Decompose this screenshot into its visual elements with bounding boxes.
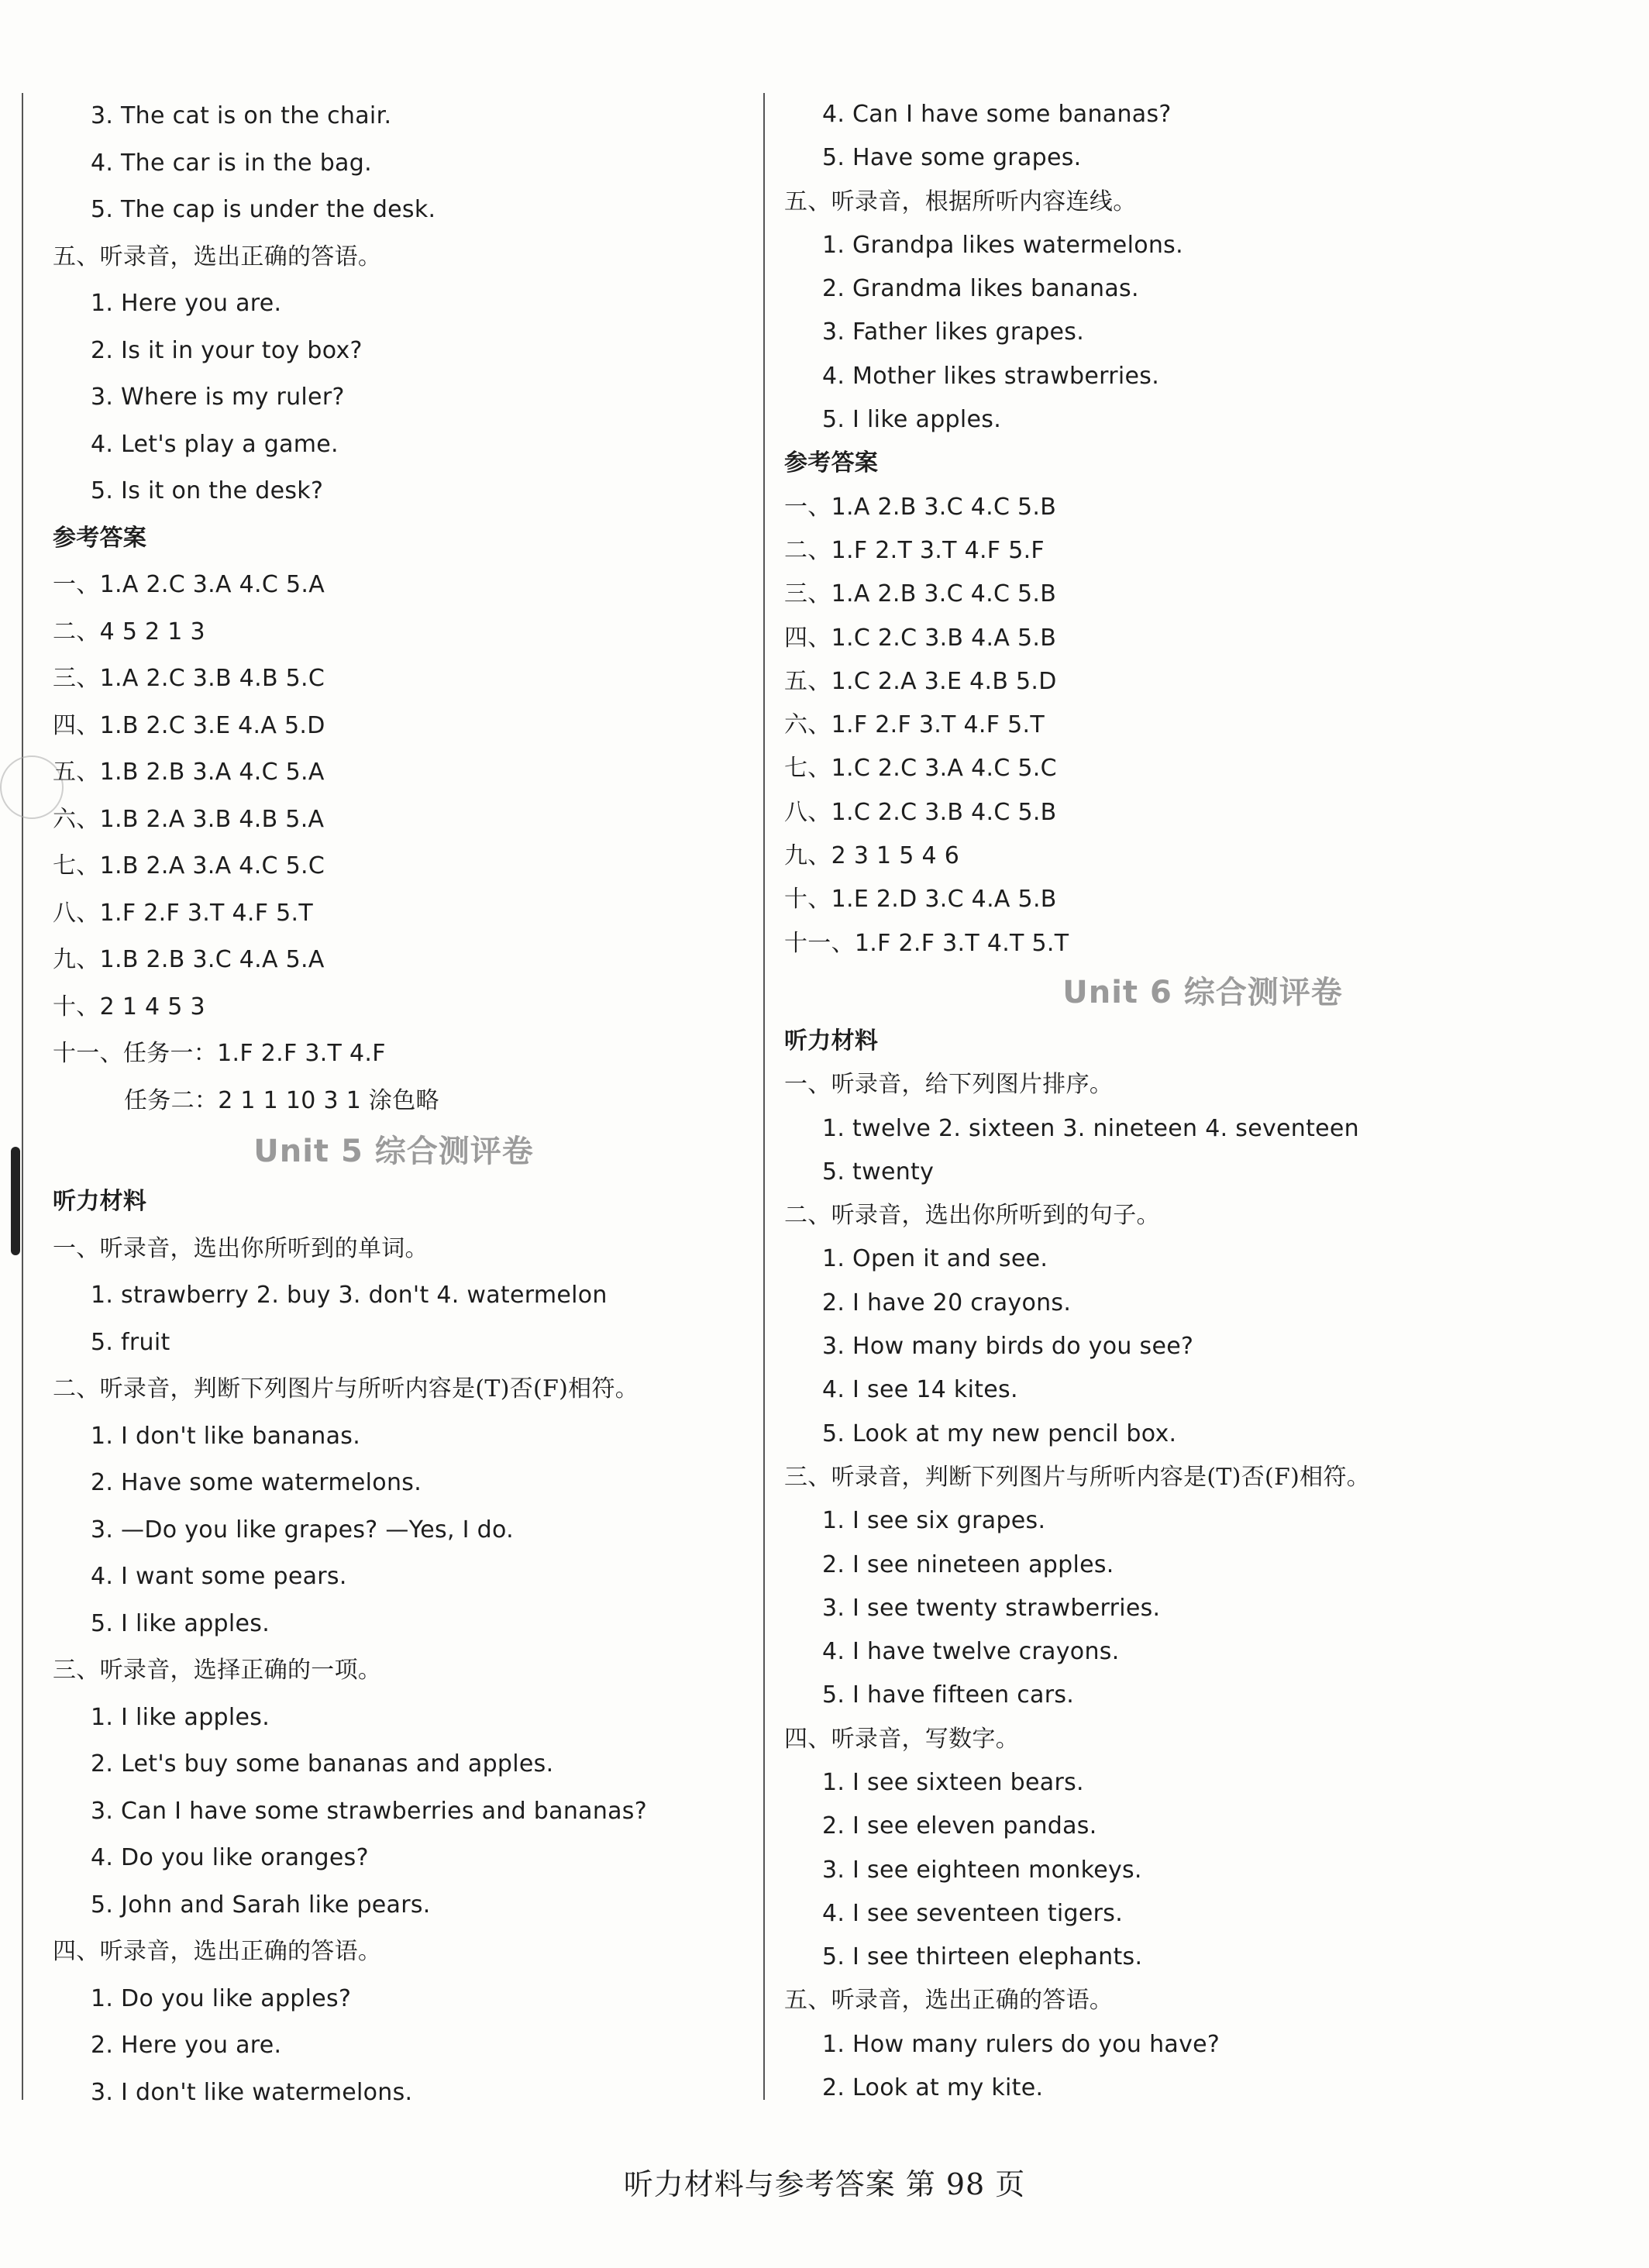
unit-title: Unit 6 综合测评卷 bbox=[1062, 974, 1343, 1010]
listening-item: 4. I see 14 kites. bbox=[822, 1376, 1018, 1404]
listening-item: 5. John and Sarah like pears. bbox=[91, 1891, 431, 1919]
exercise-instruction: 三、听录音，判断下列图片与所听内容是(T)否(F)相符。 bbox=[784, 1463, 1371, 1491]
exercise-instruction: 五、听录音，选出正确的答语。 bbox=[53, 243, 382, 270]
listening-item: 4. I want some pears. bbox=[91, 1563, 347, 1590]
section-heading: 听力材料 bbox=[784, 1027, 879, 1055]
answer-line: 一、1.A 2.B 3.C 4.C 5.B bbox=[784, 493, 1057, 521]
answer-line: 六、1.B 2.A 3.B 4.B 5.A bbox=[53, 805, 325, 833]
listening-item: 1. twelve 2. sixteen 3. nineteen 4. seventeen bbox=[822, 1114, 1359, 1142]
answer-line: 八、1.C 2.C 3.B 4.C 5.B bbox=[784, 798, 1057, 826]
answer-line: 十一、任务一：1.F 2.F 3.T 4.F bbox=[53, 1040, 386, 1067]
listening-item: 5. I like apples. bbox=[91, 1609, 270, 1637]
listening-item: 3. I see eighteen monkeys. bbox=[822, 1856, 1142, 1884]
answer-line: 五、1.C 2.A 3.E 4.B 5.D bbox=[784, 667, 1057, 695]
listening-item: 2. I see nineteen apples. bbox=[822, 1550, 1114, 1578]
exercise-instruction: 二、听录音，判断下列图片与所听内容是(T)否(F)相符。 bbox=[53, 1375, 639, 1402]
listening-item: 3. Can I have some strawberries and bananas? bbox=[91, 1797, 647, 1825]
listening-item: 4. Let's play a game. bbox=[91, 430, 339, 458]
listening-item: 4. Mother likes strawberries. bbox=[822, 362, 1160, 390]
listening-item: 3. I don't like watermelons. bbox=[91, 2078, 413, 2106]
listening-item: 3. Where is my ruler? bbox=[91, 384, 345, 411]
answer-line: 二、1.F 2.T 3.T 4.F 5.F bbox=[784, 536, 1045, 564]
answer-line: 二、4 5 2 1 3 bbox=[53, 618, 205, 645]
listening-item: 2. Let's buy some bananas and apples. bbox=[91, 1750, 554, 1778]
listening-item: 1. Here you are. bbox=[91, 290, 282, 317]
listening-item: 3. The cat is on the chair. bbox=[91, 102, 392, 129]
listening-item: 3. —Do you like grapes? —Yes, I do. bbox=[91, 1516, 514, 1544]
listening-item: 1. Grandpa likes watermelons. bbox=[822, 231, 1183, 259]
listening-item: 3. Father likes grapes. bbox=[822, 318, 1085, 346]
column-divider bbox=[763, 93, 765, 2100]
listening-item: 2. Is it in your toy box? bbox=[91, 336, 363, 364]
left-margin-rule bbox=[22, 93, 23, 2100]
listening-item: 4. I have twelve crayons. bbox=[822, 1638, 1120, 1666]
listening-item: 5. Look at my new pencil box. bbox=[822, 1420, 1177, 1447]
listening-item: 1. I see six grapes. bbox=[822, 1507, 1046, 1535]
answer-line: 三、1.A 2.B 3.C 4.C 5.B bbox=[784, 580, 1057, 608]
answer-line: 五、1.B 2.B 3.A 4.C 5.A bbox=[53, 759, 325, 786]
listening-item: 3. How many birds do you see? bbox=[822, 1333, 1194, 1361]
listening-item: 2. Grandma likes bananas. bbox=[822, 275, 1139, 303]
right-column bbox=[784, 93, 1621, 2110]
section-heading: 参考答案 bbox=[53, 524, 147, 552]
listening-item: 1. I see sixteen bears. bbox=[822, 1768, 1084, 1796]
exercise-instruction: 五、听录音，选出正确的答语。 bbox=[784, 1987, 1114, 2015]
left-column bbox=[53, 93, 750, 2116]
answer-line: 四、1.B 2.C 3.E 4.A 5.D bbox=[53, 711, 325, 739]
listening-item: 1. Do you like apples? bbox=[91, 1984, 352, 2012]
answer-line: 六、1.F 2.F 3.T 4.F 5.T bbox=[784, 711, 1045, 739]
listening-item: 5. I like apples. bbox=[822, 406, 1002, 434]
listening-item: 5. twenty bbox=[822, 1158, 935, 1186]
listening-item: 2. Have some watermelons. bbox=[91, 1469, 422, 1496]
answer-line: 七、1.C 2.C 3.A 4.C 5.C bbox=[784, 755, 1057, 783]
listening-item: 5. I see thirteen elephants. bbox=[822, 1943, 1143, 1971]
answer-line: 九、2 3 1 5 4 6 bbox=[784, 842, 960, 870]
answer-line: 十、1.E 2.D 3.C 4.A 5.B bbox=[784, 886, 1057, 914]
listening-item: 2. Here you are. bbox=[91, 2032, 282, 2059]
listening-item: 2. I have 20 crayons. bbox=[822, 1289, 1072, 1316]
binding-edge-mark bbox=[11, 1147, 20, 1255]
listening-item: 2. I see eleven pandas. bbox=[822, 1812, 1097, 1840]
listening-item: 1. I like apples. bbox=[91, 1703, 270, 1731]
listening-item: 5. fruit bbox=[91, 1328, 170, 1356]
exercise-instruction: 一、听录音，选出你所听到的单词。 bbox=[53, 1234, 429, 1262]
answer-line: 四、1.C 2.C 3.B 4.A 5.B bbox=[784, 624, 1057, 652]
exercise-instruction: 五、听录音，根据所听内容连线。 bbox=[784, 188, 1137, 215]
exercise-instruction: 四、听录音，写数字。 bbox=[784, 1725, 1019, 1753]
listening-item: 5. Is it on the desk? bbox=[91, 477, 324, 504]
listening-item: 4. Can I have some bananas? bbox=[822, 101, 1172, 128]
listening-item: 2. Look at my kite. bbox=[822, 2074, 1044, 2102]
answer-line: 一、1.A 2.C 3.A 4.C 5.A bbox=[53, 571, 325, 598]
exercise-instruction: 四、听录音，选出正确的答语。 bbox=[53, 1938, 382, 1965]
page-footer: 听力材料与参考答案 第 98 页 bbox=[623, 2167, 1026, 2201]
exercise-instruction: 一、听录音，给下列图片排序。 bbox=[784, 1071, 1114, 1099]
answer-line: 八、1.F 2.F 3.T 4.F 5.T bbox=[53, 899, 313, 927]
answer-line: 十一、1.F 2.F 3.T 4.T 5.T bbox=[784, 929, 1069, 957]
answer-line: 九、1.B 2.B 3.C 4.A 5.A bbox=[53, 946, 325, 973]
listening-item: 任务二：2 1 1 10 3 1 涂色略 bbox=[124, 1086, 439, 1114]
listening-item: 1. I don't like bananas. bbox=[91, 1422, 361, 1450]
listening-item: 4. The car is in the bag. bbox=[91, 149, 372, 177]
listening-item: 4. I see seventeen tigers. bbox=[822, 1899, 1124, 1927]
listening-item: 1. strawberry 2. buy 3. don't 4. watermelon bbox=[91, 1282, 608, 1309]
listening-item: 5. The cap is under the desk. bbox=[91, 196, 436, 223]
exercise-instruction: 三、听录音，选择正确的一项。 bbox=[53, 1657, 382, 1684]
listening-item: 1. Open it and see. bbox=[822, 1245, 1048, 1273]
listening-item: 5. I have fifteen cars. bbox=[822, 1681, 1075, 1709]
section-heading: 听力材料 bbox=[53, 1188, 147, 1215]
listening-item: 4. Do you like oranges? bbox=[91, 1844, 369, 1871]
listening-item: 3. I see twenty strawberries. bbox=[822, 1594, 1161, 1622]
listening-item: 1. How many rulers do you have? bbox=[822, 2030, 1220, 2058]
unit-title: Unit 5 综合测评卷 bbox=[253, 1134, 534, 1169]
answer-line: 三、1.A 2.C 3.B 4.B 5.C bbox=[53, 665, 325, 692]
section-heading: 参考答案 bbox=[784, 449, 879, 477]
answer-line: 七、1.B 2.A 3.A 4.C 5.C bbox=[53, 852, 325, 879]
answer-line: 十、2 1 4 5 3 bbox=[53, 993, 205, 1020]
listening-item: 5. Have some grapes. bbox=[822, 144, 1082, 172]
exercise-instruction: 二、听录音，选出你所听到的句子。 bbox=[784, 1202, 1160, 1230]
